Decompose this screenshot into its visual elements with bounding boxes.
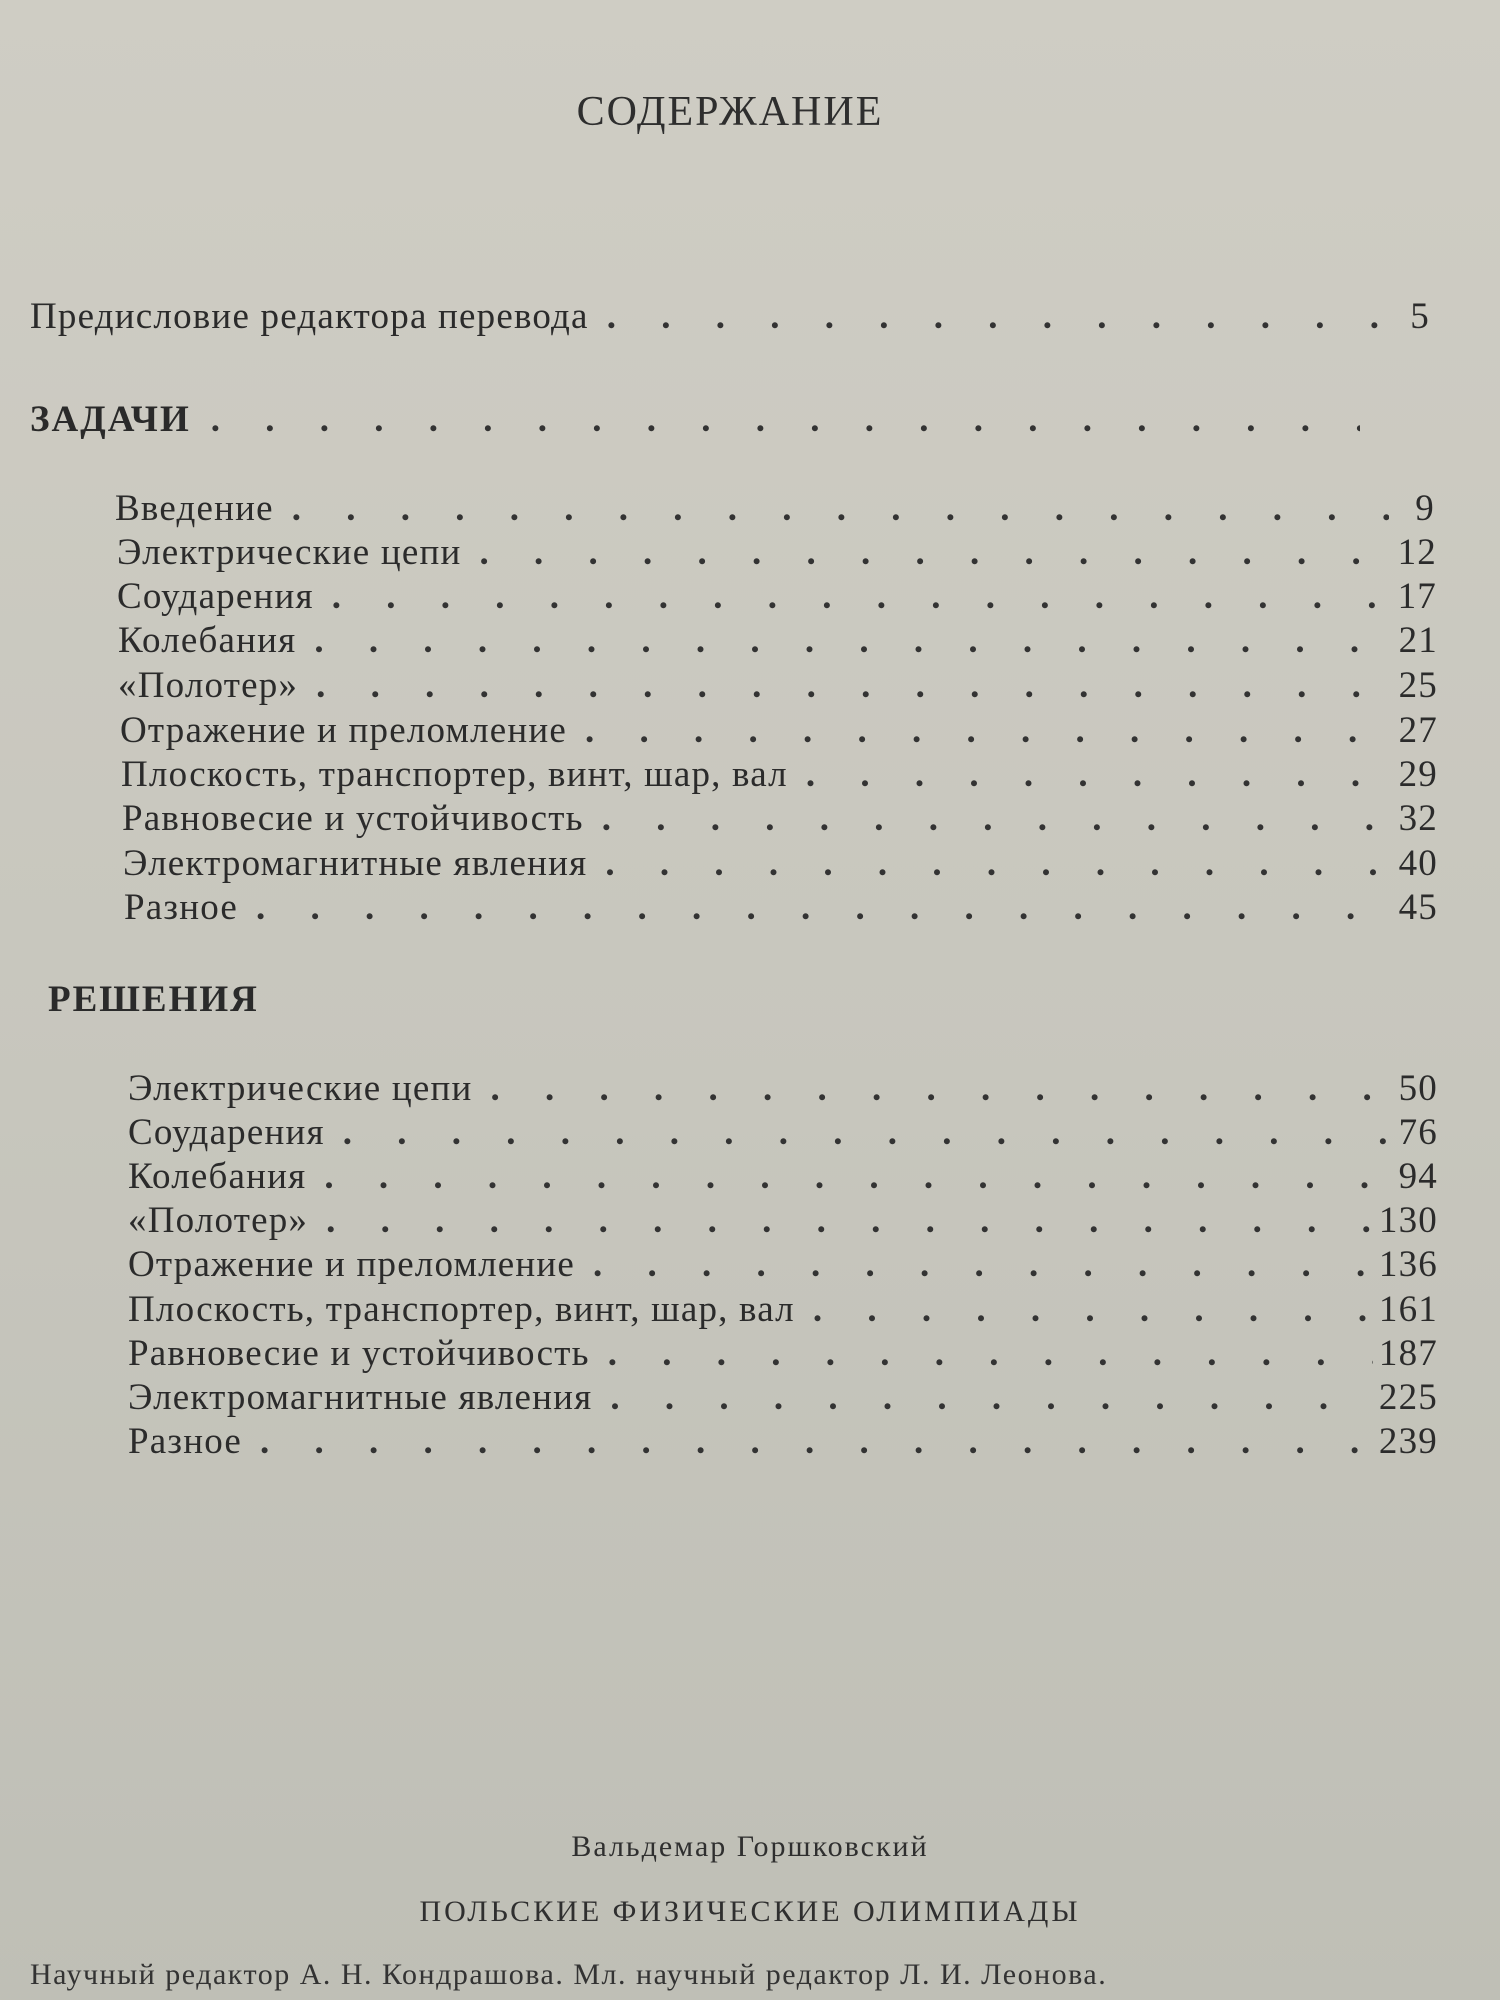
toc-entry: Разное . . . 239 (128, 1420, 1438, 1463)
toc-entry: Соударения . . . 17 (117, 575, 1437, 618)
toc-entry: «Полотер» . . . 25 (118, 664, 1438, 707)
toc-entry: Равновесие и устойчивость . . . 32 (122, 797, 1438, 840)
toc-entry-label: Предисловие редактора перевода (30, 296, 589, 337)
toc-entry: Соударения . . . 76 (128, 1111, 1438, 1154)
footer-author: Вальдемар Горшковский (571, 1830, 929, 1863)
footer-book-title: ПОЛЬСКИЕ ФИЗИЧЕСКИЕ ОЛИМПИАДЫ (419, 1895, 1081, 1928)
toc-entry: Отражение и преломление . . . 136 (128, 1243, 1438, 1286)
toc-entry: Колебания . . . 21 (118, 619, 1438, 662)
toc-entry: Отражение и преломление . . . 27 (120, 709, 1438, 752)
toc-entry: Колебания . . . 94 (128, 1155, 1438, 1198)
toc-entry: Электрические цепи . . . 50 (128, 1067, 1438, 1110)
dot-leader (211, 398, 1360, 441)
toc-entry: Электромагнитные явления . . . 40 (123, 842, 1438, 885)
toc-entry: «Полотер» . . . 130 (128, 1199, 1438, 1242)
toc-entry: Плоскость, транспортер, винт, шар, вал . . . 29 (121, 753, 1438, 796)
footer-credits: Научный редактор А. Н. Кондрашова. Мл. научный редактор Л. И. Леонова. (30, 1958, 1108, 1991)
toc-preface-row (30, 295, 1430, 338)
toc-entry: Равновесие и устойчивость . . . 187 (128, 1332, 1438, 1375)
section-heading-zadachi: ЗАДАЧИ . . . (30, 398, 1360, 441)
toc-entry: Введение . . . 9 (115, 487, 1435, 530)
toc-entry: Электрические цепи . . . 12 (117, 531, 1437, 574)
toc-entry: Плоскость, транспортер, винт, шар, вал . . . 161 (128, 1288, 1438, 1331)
toc-entry: Разное . . . 45 (124, 886, 1438, 929)
toc-entry: Электромагнитные явления . . . 225 (128, 1376, 1438, 1419)
section-heading-resheniya: РЕШЕНИЯ (48, 979, 259, 1020)
toc-page-number: 5 (1410, 296, 1430, 337)
page-title: СОДЕРЖАНИЕ (576, 89, 884, 135)
dot-leader (607, 295, 1384, 338)
